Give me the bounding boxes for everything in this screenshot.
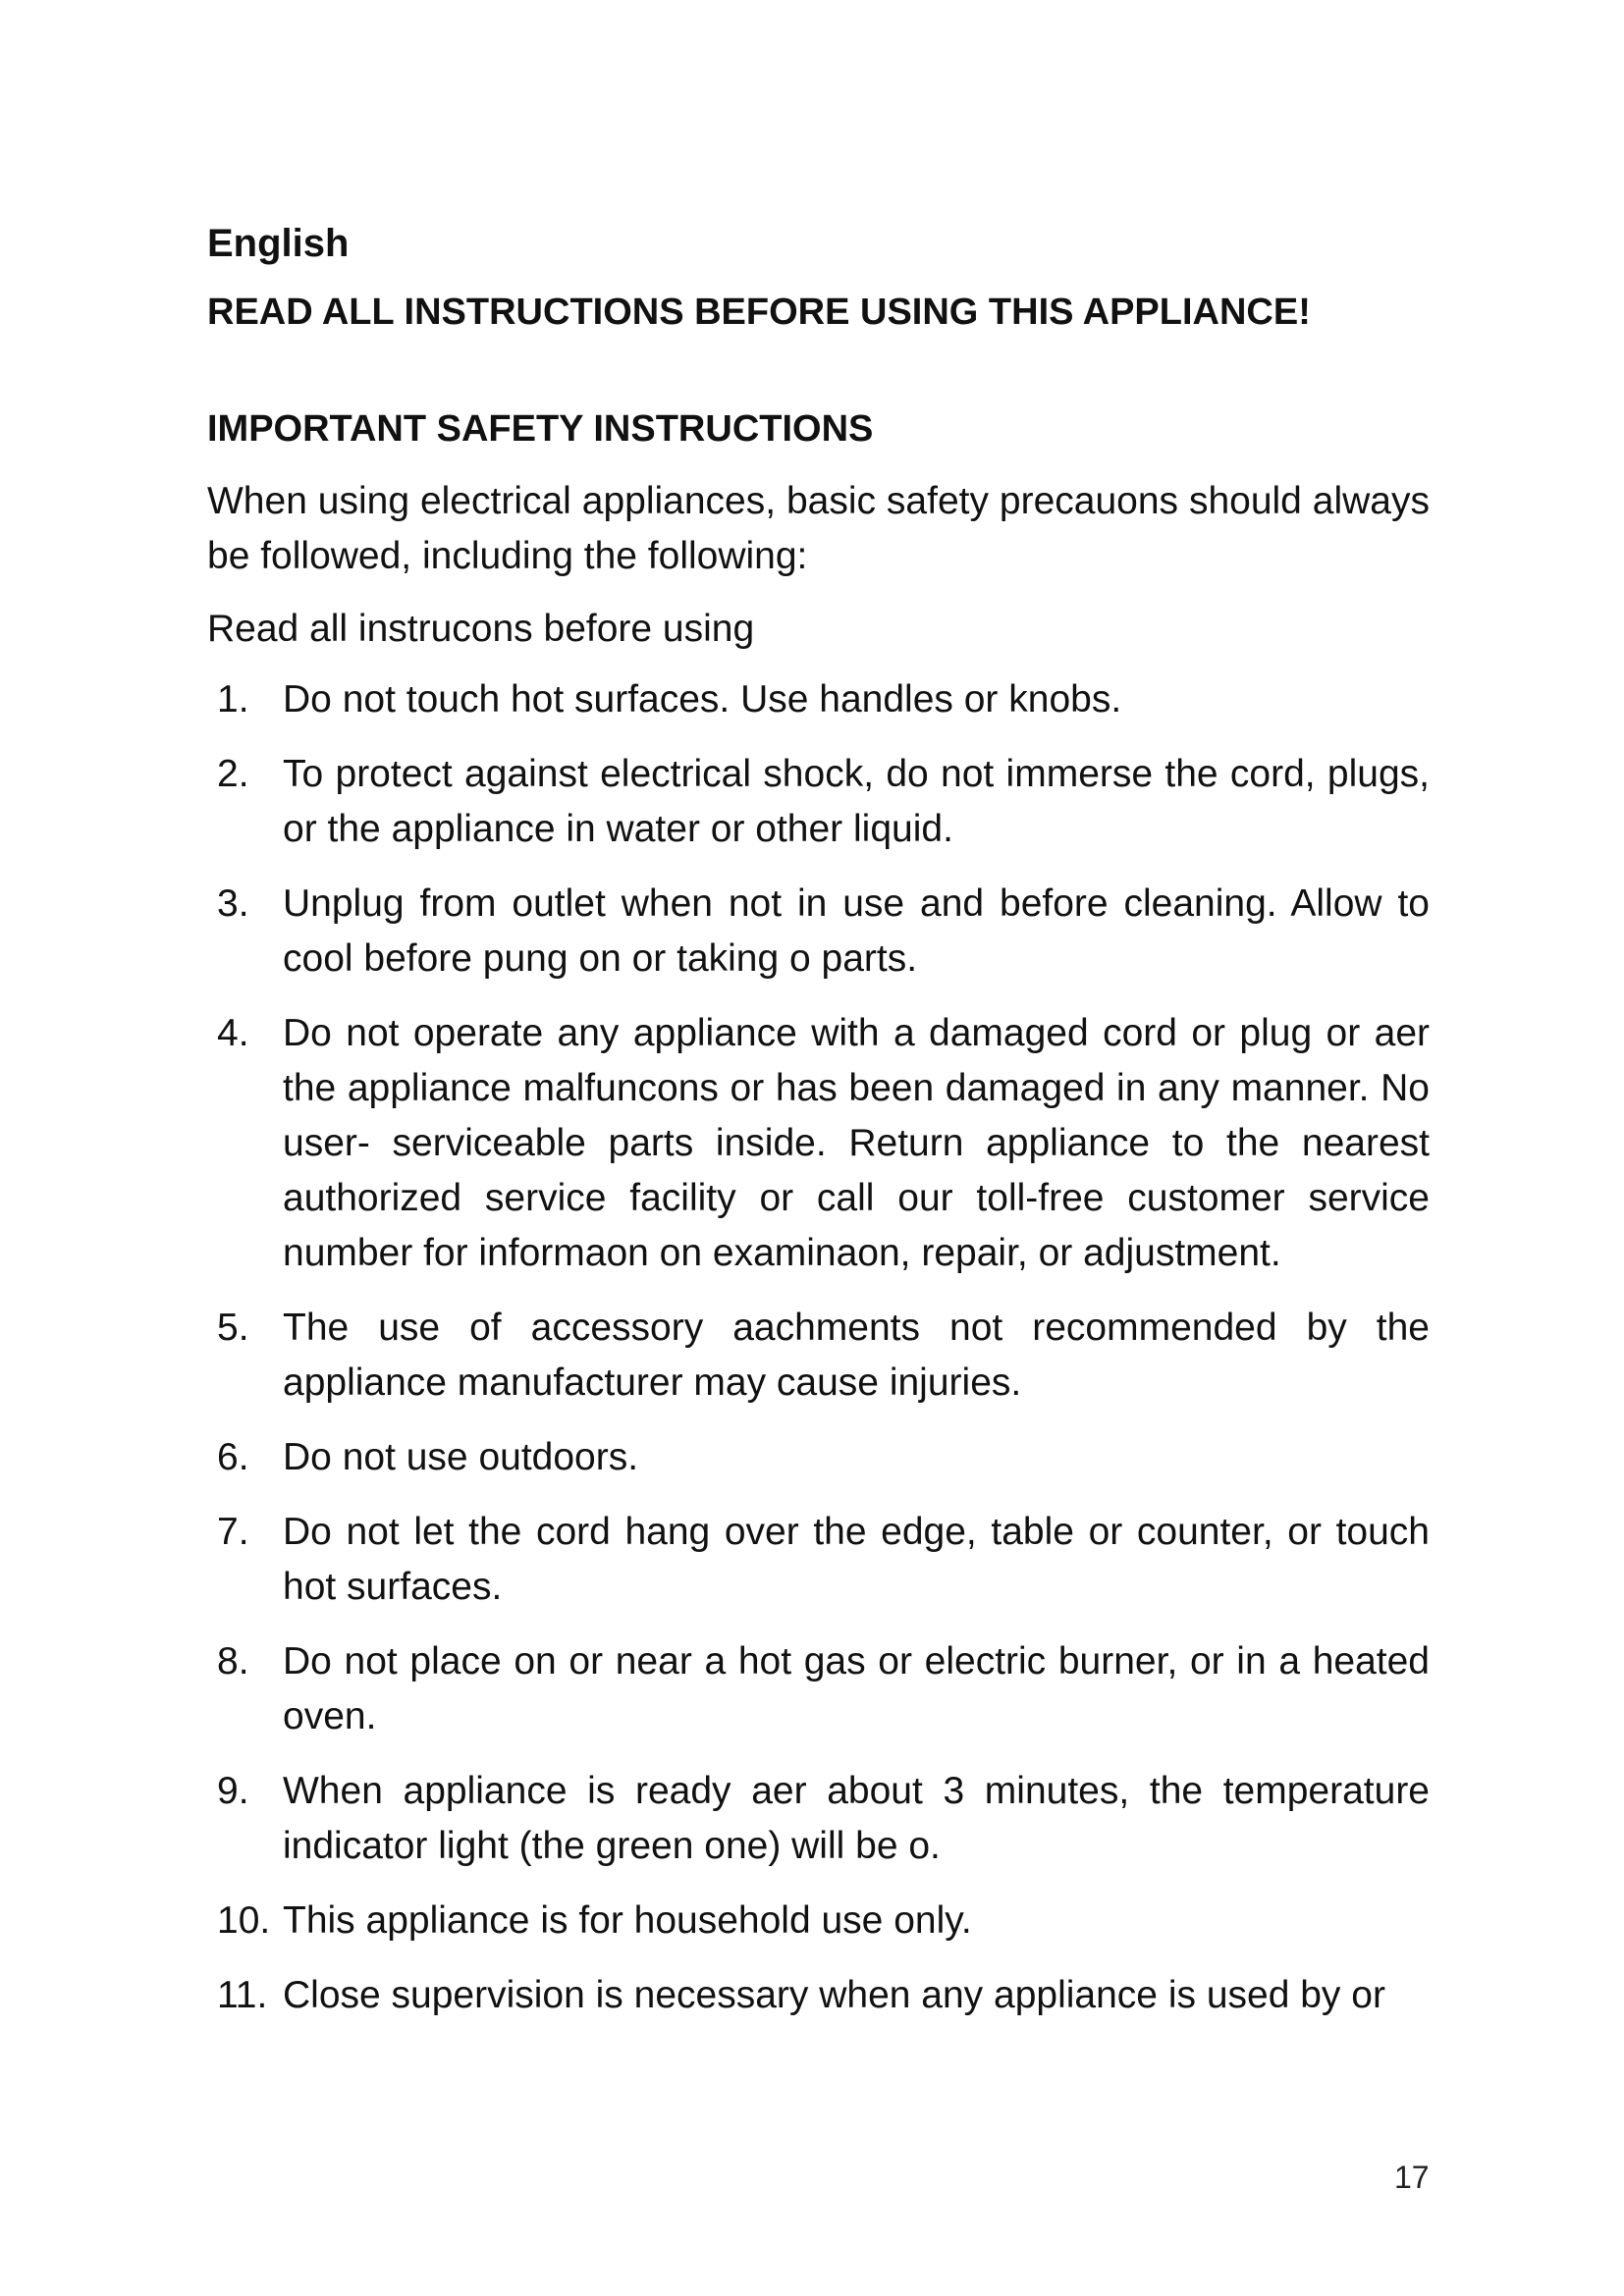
item-text: This appliance is for household use only. — [283, 1898, 972, 1942]
item-text: Do not let the cord hang over the edge, table or counter, or touch hot surfaces. — [283, 1510, 1430, 1608]
instruction-item — [207, 1006, 1430, 1281]
read-all-line: Read all instrucons before using — [207, 607, 755, 650]
item-text: Close supervision is necessary when any appliance is used by or — [283, 1973, 1385, 2016]
instruction-item — [207, 1894, 1430, 1949]
instruction-item — [207, 1968, 1430, 2023]
instruction-item — [207, 877, 1430, 987]
safety-intro-paragraph: When using electrical appliances, basic safety precauons should always be followed, including the following: — [207, 479, 1430, 577]
page-content — [207, 218, 1430, 2043]
item-number: 9. — [217, 1769, 249, 1812]
item-number: 11. — [217, 1973, 268, 2016]
item-number: 10. — [217, 1898, 271, 1942]
instruction-item — [207, 1634, 1430, 1744]
item-number: 3. — [217, 881, 249, 925]
instruction-item — [207, 1764, 1430, 1874]
instruction-item — [207, 672, 1430, 727]
item-number: 8. — [217, 1639, 249, 1682]
item-number: 2. — [217, 752, 249, 795]
read-instructions-warning: READ ALL INSTRUCTIONS BEFORE USING THIS APPLIANCE! — [207, 292, 1311, 333]
language-heading: English — [207, 222, 350, 265]
item-number: 4. — [217, 1011, 249, 1054]
item-text: Do not place on or near a hot gas or electric burner, or in a heated oven. — [283, 1639, 1430, 1737]
item-text: When appliance is ready aer about 3 minutes, the temperature indicator light (the green one) will be o. — [283, 1769, 1430, 1867]
item-text: Do not touch hot surfaces. Use handles or knobs. — [283, 677, 1122, 721]
item-number: 6. — [217, 1435, 249, 1478]
item-text: To protect against electrical shock, do not immerse the cord, plugs, or the appliance in water or other liquid. — [283, 752, 1430, 850]
safety-section-title: IMPORTANT SAFETY INSTRUCTIONS — [207, 408, 874, 451]
page-number: 17 — [1394, 2160, 1430, 2195]
instruction-item — [207, 1301, 1430, 1411]
item-number: 7. — [217, 1510, 249, 1553]
item-text: The use of accessory aachments not recommended by the appliance manufacturer may cause injuries. — [283, 1306, 1430, 1404]
instruction-item — [207, 1505, 1430, 1615]
item-number: 5. — [217, 1306, 249, 1349]
item-number: 1. — [217, 677, 249, 721]
instruction-item — [207, 747, 1430, 857]
instruction-item — [207, 1430, 1430, 1485]
item-text: Unplug from outlet when not in use and before cleaning. Allow to cool before pung on or taking o parts. — [283, 881, 1430, 980]
item-text: Do not use outdoors. — [283, 1435, 639, 1478]
safety-instruction-list — [207, 672, 1430, 2023]
item-text: Do not operate any appliance with a damaged cord or plug or aer the appliance malfuncons or has been damaged in any manner. No user- serviceable parts inside. Return appliance to the nearest authorized service facility or call our toll-free customer service number for informaon on examinaon, repair, or adjustment. — [283, 1011, 1430, 1274]
